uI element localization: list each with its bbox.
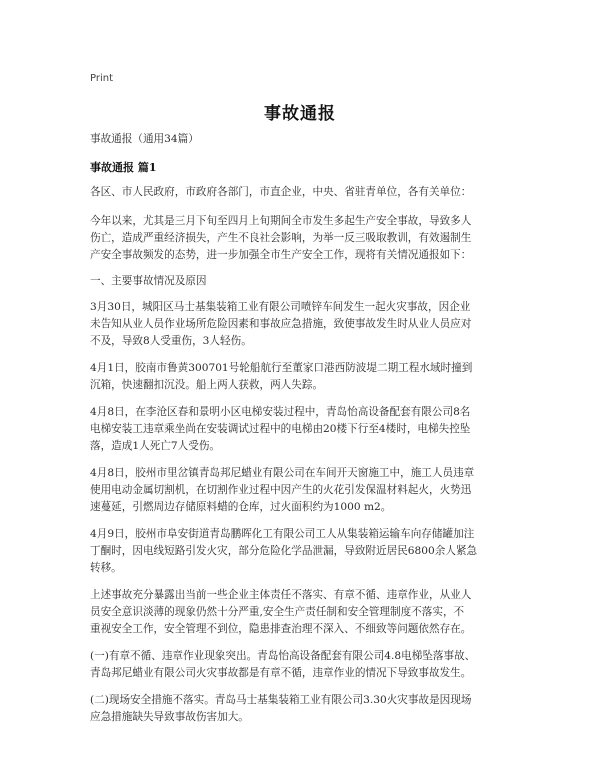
paragraph-line: 4月8日，胶州市里岔镇青岛邦尼蜡业有限公司在车间开天窗施工中，施工人员违章	[90, 467, 475, 479]
section-heading: 事故通报 篇1	[90, 161, 157, 174]
paragraph-line: 未告知从业人员作业场所危险因素和事故应急措施，致使事故发生时从业人员应对	[90, 318, 472, 330]
paragraph-line: 应急措施缺失导致事故伤害加大。	[90, 711, 249, 723]
paragraph-line: 使用电动金属切割机，在切割作业过程中因产生的火花引发保温材料起火，火势迅	[90, 484, 472, 496]
paragraph-line: 转移。	[90, 562, 122, 574]
document-subtitle: 事故通报（通用34篇）	[90, 133, 199, 145]
paragraph-line: 伤亡，造成严重经济损失，产生不良社会影响，为举一反三吸取教训，有效遏制生	[90, 232, 472, 244]
paragraph-line: 一、主要事故情况及原因	[90, 275, 207, 287]
document-title: 事故通报	[264, 104, 336, 124]
paragraph-line: 上述事故充分暴露出当前一些企业主体责任不落实、有章不循、违章作业，从业人	[90, 589, 472, 601]
paragraph-line: 4月8日，在李沧区春和景明小区电梯安装过程中，青岛怡高设备配套有限公司8名	[90, 406, 471, 418]
paragraph-line: 落，造成1人死亡7人受伤。	[90, 440, 221, 452]
paragraph-line: 不及，导致8人受重伤，3人轻伤。	[90, 335, 252, 347]
paragraph-line: 4月1日，胶南市鲁黄300701号轮船航行至董家口港西防波堤二期工程水域时撞到	[90, 362, 473, 374]
paragraph-line: 各区、市人民政府，市政府各部门，市直企业，中央、省驻青单位，各有关单位：	[90, 186, 472, 198]
paragraph-line: 4月9日，胶州市阜安街道青岛鹏晖化工有限公司工人从集装箱运输车向存储罐加注	[90, 528, 475, 540]
paragraph-line: 丁酮时，因电线短路引发火灾，部分危险化学品泄漏，导致附近居民6800余人紧急	[90, 545, 478, 557]
paragraph-line: 产安全事故频发的态势，进一步加强全市生产安全工作，现将有关情况通报如下：	[90, 249, 472, 261]
paragraph-line: 沉箱，快速翻扣沉没。船上两人获救，两人失踪。	[90, 379, 324, 391]
paragraph-line: 员安全意识淡薄的现象仍然十分严重,安全生产责任制和安全管理制度不落实，不	[90, 606, 465, 618]
paragraph-line: 青岛邦尼蜡业有限公司火灾事故都是有章不循，违章作业的情况下导致事故发生。	[90, 667, 472, 679]
paragraph-line: 速蔓延，引燃周边存储原料蜡的仓库，过火面积约为1000 m2。	[90, 501, 392, 513]
paragraph-line: 重视安全工作，安全管理不到位，隐患排查治理不深入、不细致等问题依然存在。	[90, 623, 472, 635]
print-label: Print	[90, 73, 114, 84]
paragraph-line: 3月30日，城阳区马士基集装箱工业有限公司喷锌车间发生一起火灾事故，因企业	[90, 301, 471, 313]
paragraph-line: 电梯安装工违章乘坐尚在安装调试过程中的电梯由20楼下行至4楼时，电梯失控坠	[90, 423, 471, 435]
paragraph-line: (二)现场安全措施不落实。青岛马士基集装箱工业有限公司3.30火灾事故是因现场	[90, 694, 472, 706]
paragraph-line: 今年以来，尤其是三月下旬至四月上旬期间全市发生多起生产安全事故，导致多人	[90, 215, 472, 227]
paragraph-line: (一)有章不循、违章作业现象突出。青岛怡高设备配套有限公司4.8电梯坠落事故、	[90, 650, 476, 662]
